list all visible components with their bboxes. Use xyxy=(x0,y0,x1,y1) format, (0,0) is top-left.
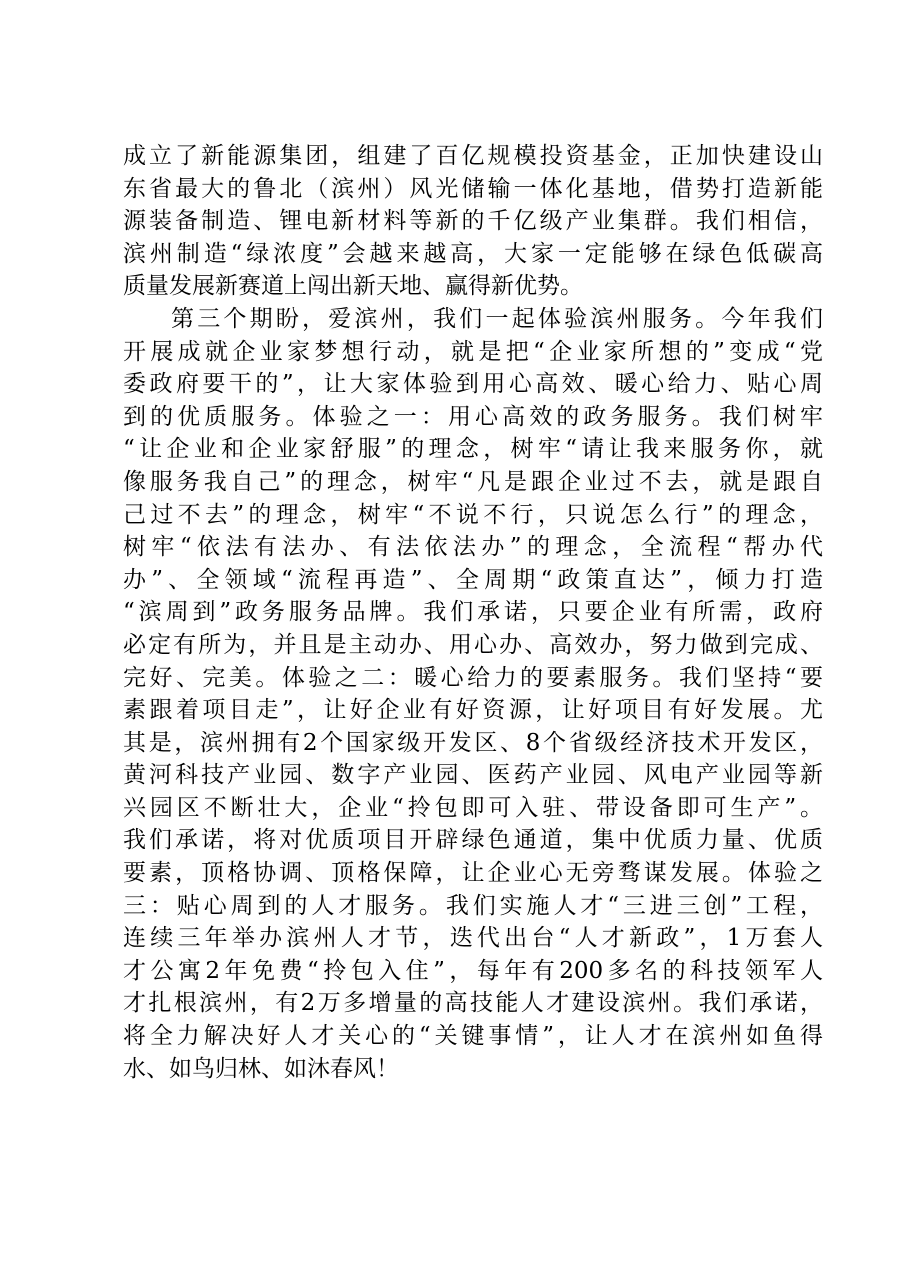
text-line: 像服务我自己”的理念，树牢“凡是跟企业过不去，就是跟自 xyxy=(123,468,823,495)
text-line: 三：贴心周到的人才服务。我们实施人才“三进三创”工程， xyxy=(123,892,823,919)
text-line: 其是，滨州拥有2个国家级开发区、8个省级经济技术开发区， xyxy=(123,729,823,756)
text-line: 我们承诺，将对优质项目开辟绿色通道，集中优质力量、优质 xyxy=(123,827,823,854)
paragraph-1 xyxy=(123,140,823,303)
text-line: 要素，顶格协调、顶格保障，让企业心无旁骛谋发展。体验之 xyxy=(123,860,823,887)
text-line: 第三个期盼，爱滨州，我们一起体验滨州服务。今年我们 xyxy=(171,305,823,332)
text-line: 树牢“依法有法办、有法依法办”的理念，全流程“帮办代 xyxy=(123,534,823,561)
text-line: 质量发展新赛道上闯出新天地、赢得新优势。 xyxy=(123,273,583,300)
text-line: 到的优质服务。体验之一：用心高效的政务服务。我们树牢 xyxy=(123,403,823,430)
text-line: 才扎根滨州，有2万多增量的高技能人才建设滨州。我们承诺， xyxy=(123,990,823,1017)
text-line: 办”、全领域“流程再造”、全周期“政策直达”，倾力打造 xyxy=(123,566,823,593)
text-line: 东省最大的鲁北（滨州）风光储输一体化基地，借势打造新能 xyxy=(123,175,823,202)
text-line: 素跟着项目走”，让好企业有好资源，让好项目有好发展。尤 xyxy=(123,697,823,724)
text-line: 开展成就企业家梦想行动，就是把“企业家所想的”变成“党 xyxy=(123,338,823,365)
text-line: 完好、完美。体验之二：暖心给力的要素服务。我们坚持“要 xyxy=(123,664,823,691)
text-line: “让企业和企业家舒服”的理念，树牢“请让我来服务你，就 xyxy=(123,436,823,463)
text-line: 黄河科技产业园、数字产业园、医药产业园、风电产业园等新 xyxy=(123,762,823,789)
paragraph-2 xyxy=(123,303,823,1085)
text-line: 连续三年举办滨州人才节，迭代出台“人才新政”，1万套人 xyxy=(123,925,823,952)
text-line: 委政府要干的”，让大家体验到用心高效、暖心给力、贴心周 xyxy=(123,371,823,398)
text-line: 水、如鸟归林、如沐春风！ xyxy=(123,1055,399,1082)
text-line: 滨州制造“绿浓度”会越来越高，大家一定能够在绿色低碳高 xyxy=(123,240,823,267)
text-line: 必定有所为，并且是主动办、用心办、高效办，努力做到完成、 xyxy=(123,631,823,658)
text-line: 才公寓2年免费“拎包入住”，每年有200多名的科技领军人 xyxy=(123,957,823,984)
text-line: 将全力解决好人才关心的“关键事情”，让人才在滨州如鱼得 xyxy=(123,1023,823,1050)
text-line: 兴园区不断壮大，企业“拎包即可入驻、带设备即可生产”。 xyxy=(123,794,823,821)
text-line: 源装备制造、锂电新材料等新的千亿级产业集群。我们相信， xyxy=(123,208,823,235)
text-line: “滨周到”政务服务品牌。我们承诺，只要企业有所需，政府 xyxy=(123,599,823,626)
text-line: 己过不去”的理念，树牢“不说不行，只说怎么行”的理念， xyxy=(123,501,823,528)
text-line: 成立了新能源集团，组建了百亿规模投资基金，正加快建设山 xyxy=(123,143,823,169)
document-body xyxy=(123,140,823,1085)
